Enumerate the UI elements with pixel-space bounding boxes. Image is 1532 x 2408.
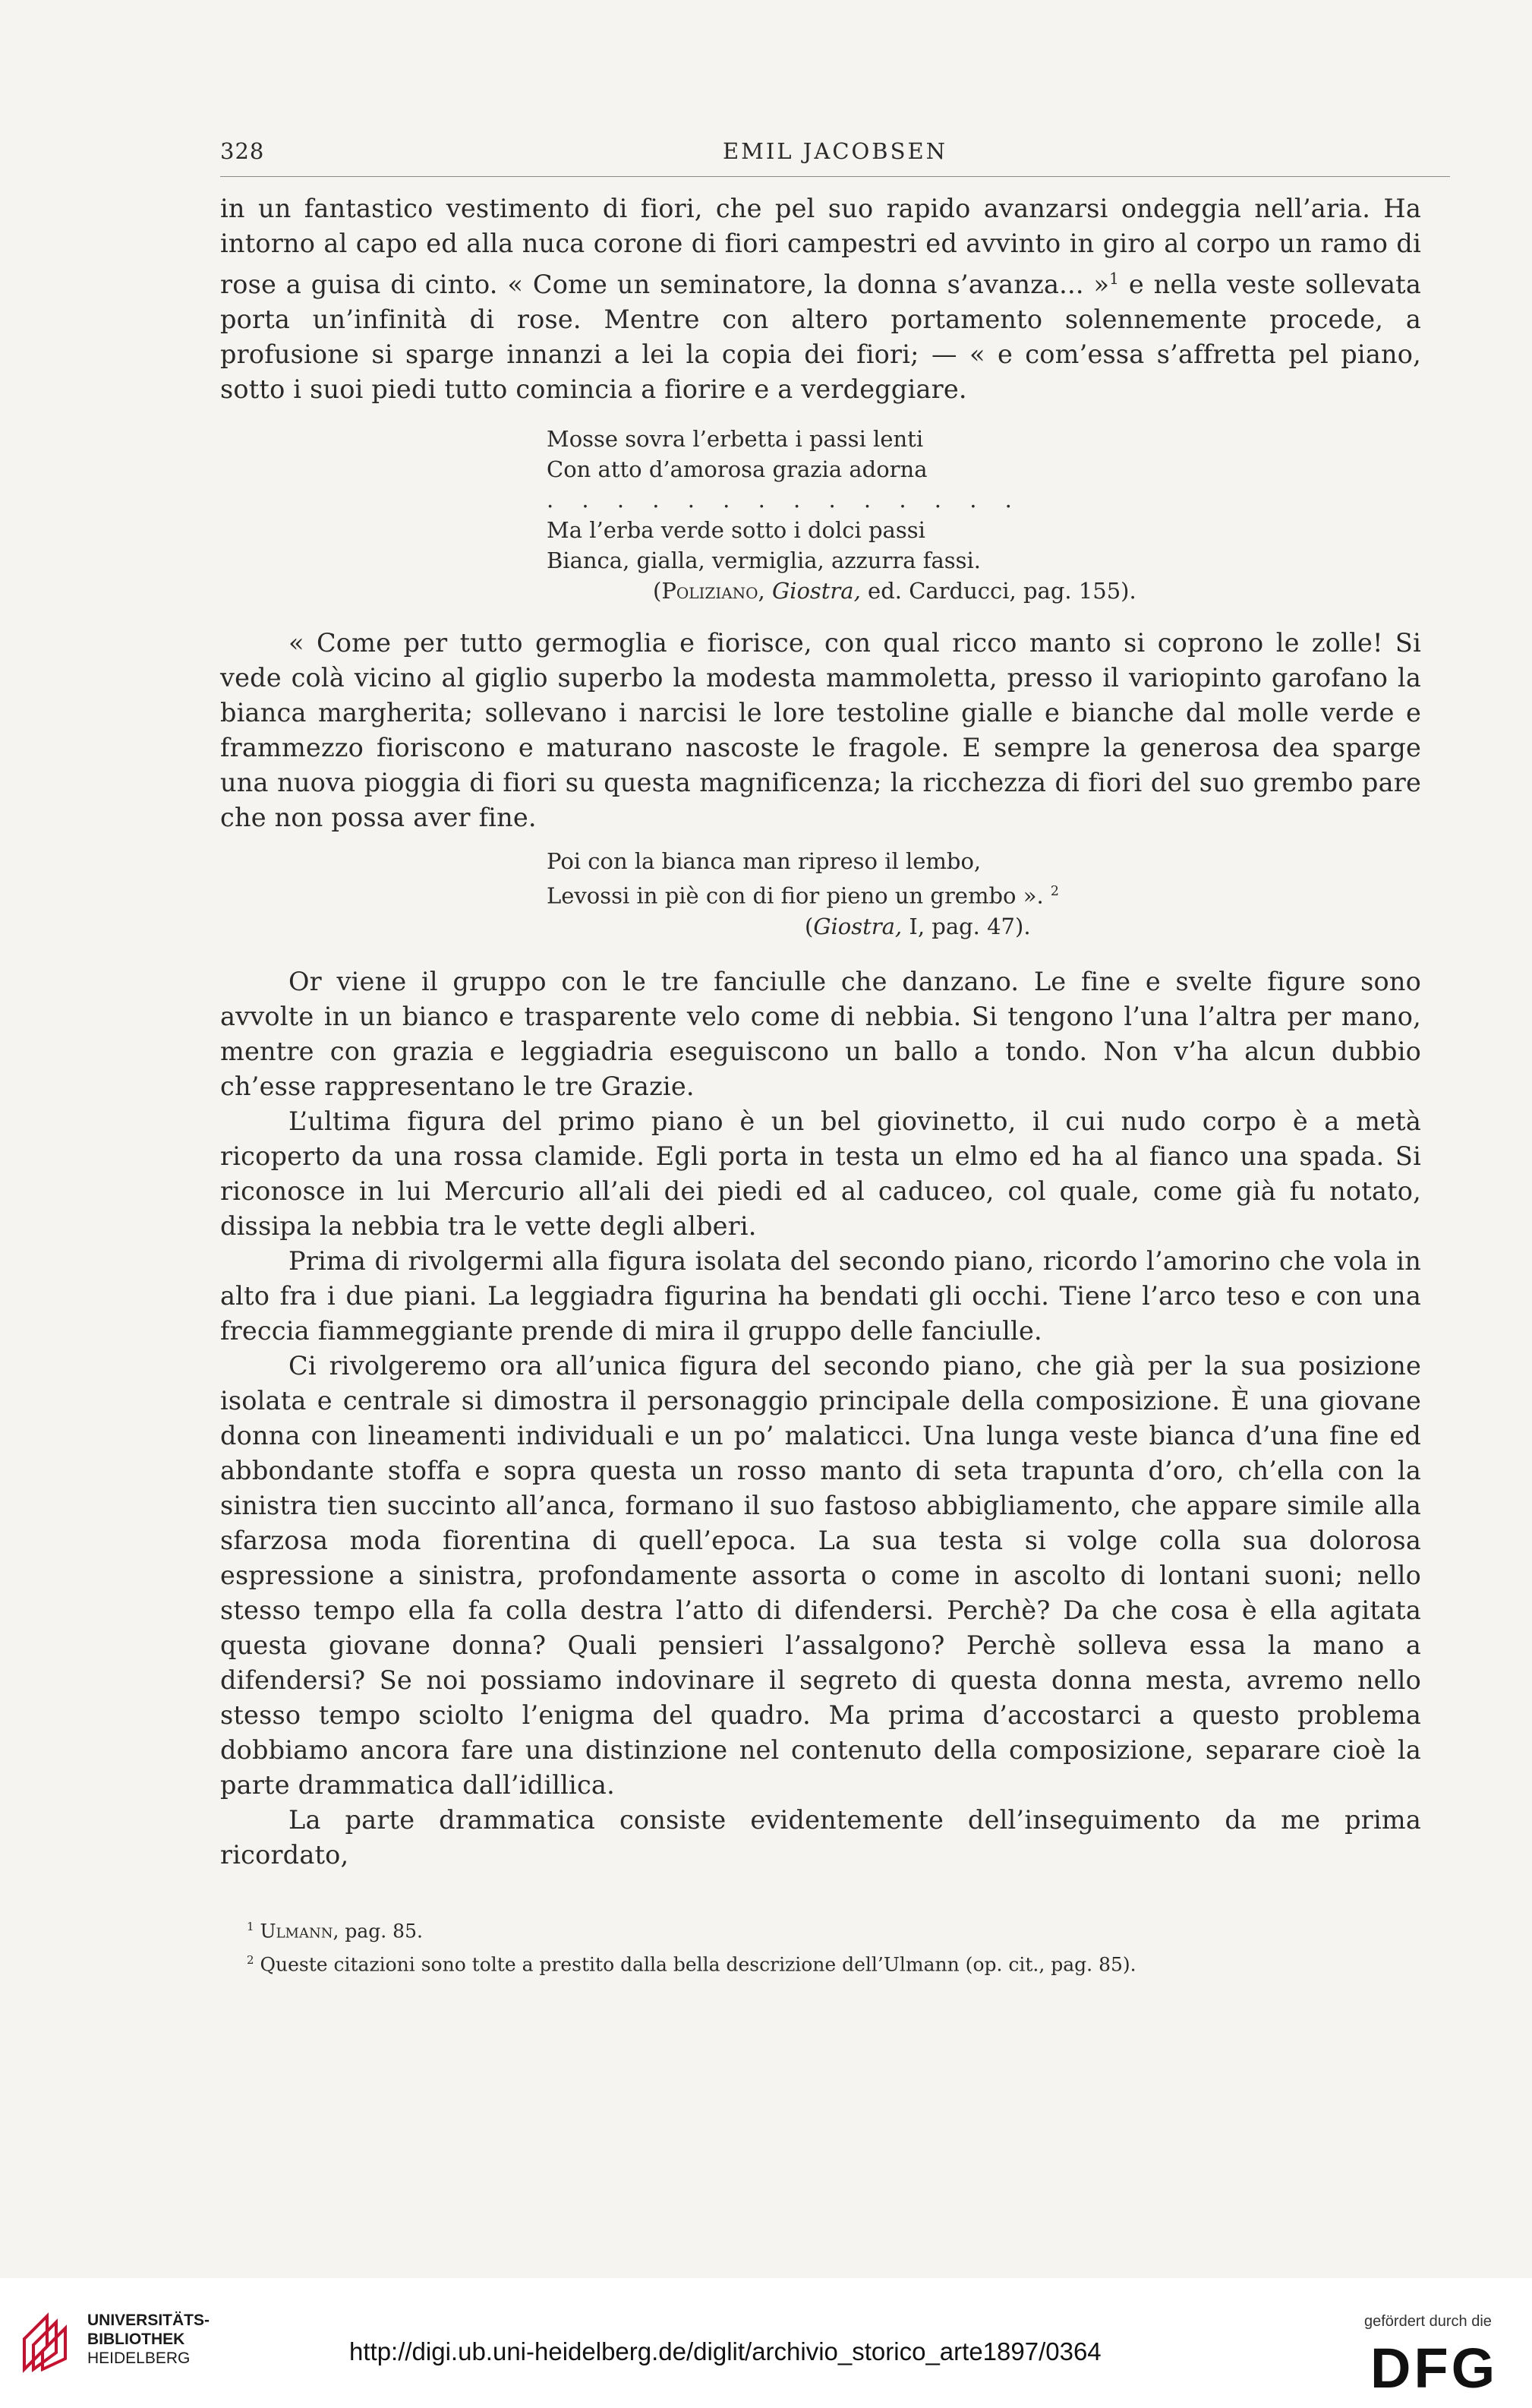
library-name: UNIVERSITÄTS- BIBLIOTHEK HEIDELBERG [87, 2312, 210, 2367]
paragraph: L’ultima figura del primo piano è un bel giovinetto, il cui nudo corpo è a metà ricoperto da una rossa clamide. Egli porta in testa un elmo ed ha al fianco una spada. Si riconosce in lui Mercurio all’ali dei piedi ed al caduceo, col quale, come già fu notato, dissipa la nebbia tra le vette degli alberi. [220, 1106, 1421, 1241]
verse-line: Poi con la bianca man ripreso il lembo, [547, 848, 982, 875]
verse-line: Bianca, gialla, vermiglia, azzurra fassi. [547, 548, 981, 574]
page-header [220, 138, 1450, 177]
paragraph: Or viene il gruppo con le tre fanciulle che danzano. Le fine e svelte figure sono avvolte in un bianco e trasparente velo come di nebbia. Si tengono l’una l’altra per mano, mentre con grazia e leggiadria eseguiscono un ballo a tondo. Non v’ha alcun dubbio ch’esse rappresentano le tre Grazie. [220, 966, 1421, 1101]
verse-line: Ma l’erba verde sotto i dolci passi [547, 517, 925, 544]
footnote-ref[interactable]: 2 [1050, 884, 1059, 900]
page-body [220, 191, 1421, 1873]
page-number: 328 [220, 138, 265, 164]
paragraph: « Come per tutto germoglia e fiorisce, con qual ricco manto si coprono le zolle! Si vede colà vicino al giglio superbo la modesta mammoletta, presso il variopinto garofano la bianca margherita; sollevano i narcisi le lore testoline gialle e bianche dal molle verde e frammezzo fioriscono e maturano nascoste le fragole. E sempre la generosa dea sparge una nuova pioggia di fiori su questa magnificenza; la ricchezza di fiori del suo grembo pare che non possa aver fine. [220, 628, 1421, 833]
paragraph: Prima di rivolgermi alla figura isolata del secondo piano, ricordo l’amorino che vola in alto fra i due piani. La leggiadra figurina ha bendati gli occhi. Tiene l’arco teso e con una freccia fiammeggiante prende di mira il gruppo delle fanciulle. [220, 1245, 1421, 1346]
verse-citation: (Poliziano, Giostra, ed. Carducci, pag. 155). [653, 578, 1136, 604]
verse-line: Mosse sovra l’erbetta i passi lenti [547, 426, 924, 453]
paragraph: in un fantastico vestimento di fiori, che pel suo rapido avanzarsi ondeggia nell’aria. Ha intorno al capo ed alla nuca corone di fiori campestri ed avvinto in giro al corpo un ramo di rose a guisa di cinto. « Come un seminatore, la donna s’avanza... »$^1$ e nella veste sollevata porta un’infinità di rose. Mentre con altero portamento solennemente procede, a profusione si sparge innanzi a lei la copia dei fiori; — « e com’essa s’affretta pel piano, sotto i suoi piedi tutto comincia a fiorire e a verdeggiare. [220, 194, 1421, 405]
verse-line: Levossi in piè con di fior pieno un grembo ». $^2$ [547, 882, 1059, 909]
paragraph: Ci rivolgeremo ora all’unica figura del secondo piano, che già per la sua posizione isolata e centrale si dimostra il personaggio principale della composizione. È una giovane donna con lineamenti individuali e un po’ malaticci. Una lunga veste bianca d’una fine ed abbondante stoffa e sopra questa un rosso manto di seta trapunta d’oro, ch’ella con la sinistra tien succinto all’anca, formano il suo fastoso abbigliamento, che appare simile alla sfarzosa moda fiorentina di quell’epoca. La sua testa si volge colla sua dolorosa espressione a sinistra, profondamente assorta o come in ascolto di lontani suoni; nello stesso tempo ella fa colla destra l’atto di difendersi. Perchè? Da che cosa è ella agitata questa giovane donna? Quali pensieri l’assalgono? Perchè solleva essa la mano a difendersi? Se noi possiamo indovinare il segreto di questa donna mesta, avremo nello stesso tempo sciolto l’enigma del quadro. Ma prima d’accostarci a questo problema dobbiamo ancora fare una distinzione nel contenuto della composizione, separare cioè la parte drammatica dall’idillica. [220, 1350, 1421, 1800]
verse-citation: (Giostra, I, pag. 47). [805, 913, 1031, 939]
permalink-url[interactable]: http://digi.ub.uni-heidelberg.de/diglit/archivio_storico_arte1897/0364 [349, 2337, 1102, 2365]
dfg-logo: DFG [1370, 2337, 1499, 2400]
footnote: $^1$ Ulmann, pag. 85. [247, 1920, 423, 1942]
footnotes [247, 1912, 1431, 1980]
verse-line: Con atto d’amorosa grazia adorna [547, 456, 928, 483]
footnote-ref[interactable]: 1 [1109, 270, 1120, 288]
verse-ellipsis: . . . . . . . . . . . . . . [547, 487, 1023, 513]
funded-by-label: gefördert durch die [1364, 2313, 1492, 2330]
running-head: EMIL JACOBSEN [722, 138, 948, 164]
paragraph: La parte drammatica consiste evidentemente dell’inseguimento da me prima ricordato, [220, 1804, 1421, 1870]
digitization-footer [0, 2278, 1532, 2408]
library-logo-icon [17, 2309, 85, 2377]
footnote: $^2$ Queste citazioni sono tolte a prestito dalla bella descrizione dell’Ulmann (op. cit., pag. 85). [247, 1953, 1136, 1976]
